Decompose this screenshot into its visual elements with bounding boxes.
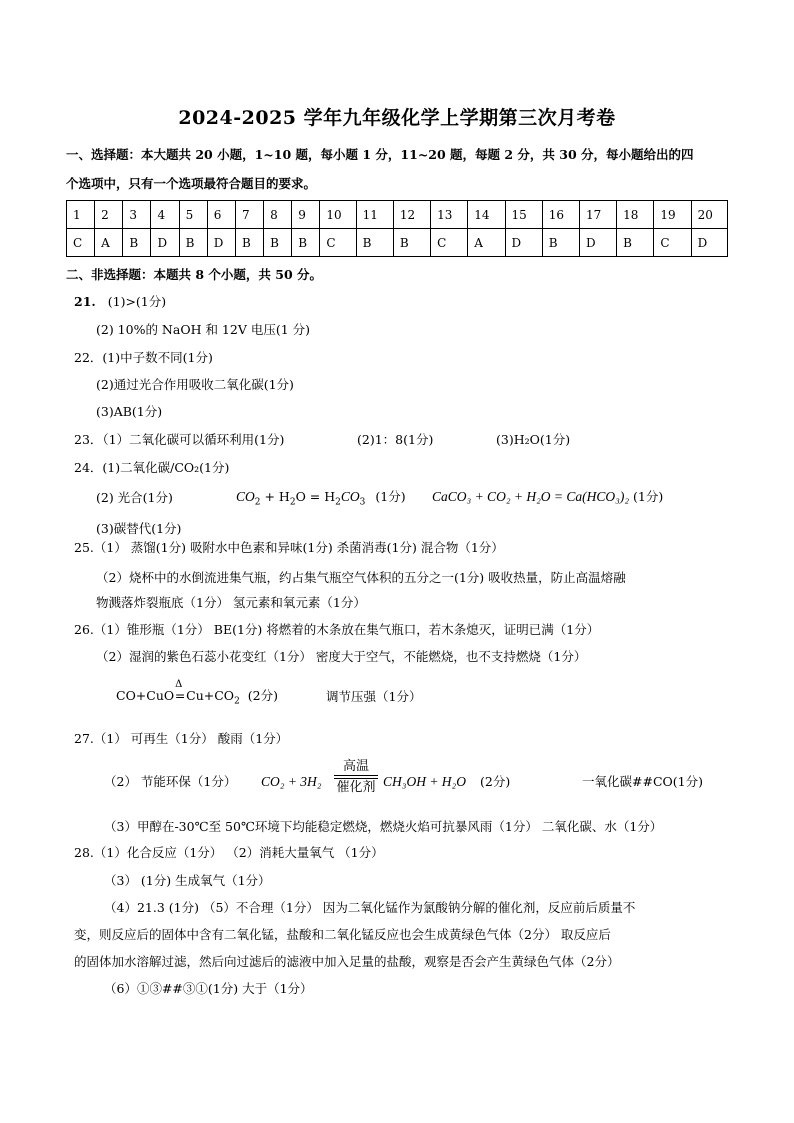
q22-answer-1: 22．(1)中子数不同(1分) [74,350,213,365]
q28-answer-2: （3） (1分) 生成氧气（1分） [104,873,271,888]
q22-answer-2: (2)通过光合作用吸收二氧化碳(1分) [96,377,294,392]
q27-answer-1: 27.（1） 可再生（1分） 酸雨（1分） [74,731,289,746]
answer-cell: C [67,229,95,257]
q21-answer-2: (2) 10%的 NaOH 和 12V 电压(1 分) [96,322,311,337]
q27-eq-left [261,774,322,790]
q27-eq-products: CH₃OH + H₂O [383,774,466,789]
question-number: 15 [505,201,542,229]
q28-answer-1: 28.（1）化合反应（1分） （2）消耗大量氧气 （1分） [74,845,384,860]
q24-answer-3: (3)碳替代(1分) [96,521,182,536]
q24-answer-2: (2) 光合(1分) [96,490,173,505]
q24-eq1-co3: CO [340,489,360,504]
answer-cell: B [264,229,292,257]
part1-instructions-line2: 个选项中，只有一个选项最符合题目的要求。 [66,176,317,191]
question-number: 2 [95,201,123,229]
part2-heading: 二、非选择题：本题共 8 个小题，共 50 分。 [66,267,323,282]
answer-cell: D [505,229,542,257]
question-number: 13 [431,201,468,229]
answer-cell: C [431,229,468,257]
answer-row [67,229,728,257]
q23-answer-3: (3)H₂O(1分) [496,432,571,447]
q21-answer-1: (1)>(1分) [107,294,167,309]
answer-cell: B [235,229,263,257]
question-number: 1 [67,201,95,229]
q27-eq-right [383,774,510,790]
q22-answer-3: (3)AB(1分) [96,404,163,419]
answer-cell: C [320,229,356,257]
question-number: 11 [356,201,393,229]
answer-cell: A [468,229,505,257]
q24-eq1-co2: CO [236,489,255,504]
q28-answer-4: 变，则反应后的固体中含有二氧化锰，盐酸和二氧化锰反应也会生成黄绿色气体（2分） 取反应后 [74,927,611,942]
q27-answer-2: （2） 节能环保（1分） [104,774,237,789]
q25-answer-1: 25.（1） 蒸馏(1分) 吸附水中色素和异味(1分) 杀菌消毒(1分) 混合物（1分） [74,540,504,555]
q27-eq-score: (2分) [479,774,511,789]
page-title: 2024-2025 学年九年级化学上学期第三次月考卷 [178,107,616,129]
answer-cell: B [542,229,579,257]
q24-eq2-score: (1分) [633,489,664,504]
q28-answer-3: （4）21.3 (1分) （5）不合理（1分） 因为二氧化锰作为氯酸钠分解的催化剂，反应前后质量不 [104,900,636,915]
answer-cell: B [123,229,151,257]
q24-eq1-o-eq-h: O = H [295,489,336,504]
answer-cell: B [617,229,654,257]
q26-equation: CO+CuO Δ $=Cu+CO_2$ (2分) [116,679,278,707]
answer-cell: B [292,229,320,257]
question-number: 10 [320,201,356,229]
answer-cell: D [579,229,616,257]
question-number: 12 [393,201,430,229]
answer-cell: D [207,229,235,257]
q26-answer-2: （2）湿润的紫色石蕊小花变红（1分） 密度大于空气，不能燃烧，也不支持燃烧（1分） [96,649,587,664]
q24-eq2-text: CaCO₃ + CO₂ + H₂O = Ca(HCO₃)₂ [432,489,630,504]
question-number: 19 [654,201,691,229]
answer-cell: C [654,229,691,257]
q26-answer-1: 26.（1）锥形瓶（1分） BE(1分) 将燃着的木条放在集气瓶口，若木条熄灭，证明已满（1分） [74,622,600,637]
q24-eq1-score: (1分) [375,489,406,504]
question-number: 18 [617,201,654,229]
q26-answer-3: 调节压强（1分） [326,689,422,704]
q27-answer-3: 一氧化碳##CO(1分) [582,774,703,789]
q24-answer-1: 24．(1)二氧化碳/CO₂(1分) [74,460,230,475]
question-number: 9 [292,201,320,229]
q24-equation-2 [432,489,663,505]
question-number: 3 [123,201,151,229]
question-number: 7 [235,201,263,229]
question-number: 5 [179,201,207,229]
q28-answer-6: （6）①③##③①(1分) 大于（1分） [104,981,313,996]
answer-cell: B [393,229,430,257]
q21-number: 21. [74,294,96,309]
answer-cell: A [95,229,123,257]
q28-answer-5: 的固体加水溶解过滤，然后向过滤后的滤液中加入足量的盐酸，观察是否会产生黄绿色气体（2分） [74,954,620,969]
q23-answer-1: 23．（1）二氧化碳可以循环利用(1分) [74,432,285,447]
answer-table [66,200,728,257]
q21-line1 [74,294,166,310]
q25-answer-2: （2）烧杯中的水倒流进集气瓶，约占集气瓶空气体积的五分之一(1分) 吸收热量，防止高温熔融 [96,570,626,585]
answer-cell: D [691,229,727,257]
q27-answer-4: （3）甲醇在-30℃至 50℃环境下均能稳定燃烧，燃烧火焰可抗暴风雨（1分） 二氧化碳、水（1分） [104,819,663,834]
q27-eq-condition-bottom: 催化剂 [336,780,376,795]
q27-eq-reactants: CO₂ + 3H₂ [261,774,322,789]
question-number: 17 [579,201,616,229]
part1-instructions-line1: 一、选择题：本大题共 20 小题，1~10 题，每小题 1 分，11~20 题，每题 2 分，共 30 分，每小题给出的四 [66,147,694,162]
q26-eq-left: CO+CuO [116,688,175,703]
question-number: 14 [468,201,505,229]
question-number: 20 [691,201,727,229]
q25-answer-3: 物溅落炸裂瓶底（1分） 氢元素和氧元素（1分） [96,595,366,610]
question-number: 4 [151,201,179,229]
q27-eq-condition [334,758,378,796]
question-number: 6 [207,201,235,229]
answer-cell: D [151,229,179,257]
q23-answer-2: (2)1：8(1分) [357,432,434,447]
q26-eq-right: Cu+CO [186,688,235,703]
question-number-row [67,201,728,229]
q24-equation-1: $CO_2 + H_2O = H_2CO_3$ (1分) [236,489,406,508]
answer-cell: B [179,229,207,257]
question-number: 16 [542,201,579,229]
question-number: 8 [264,201,292,229]
q26-eq-score: (2分) [247,688,278,703]
answer-cell: B [356,229,393,257]
q26-eq-condition: Δ [175,679,183,690]
q27-eq-condition-top: 高温 [342,759,369,774]
q24-eq1-plus-h: + H [264,489,290,504]
